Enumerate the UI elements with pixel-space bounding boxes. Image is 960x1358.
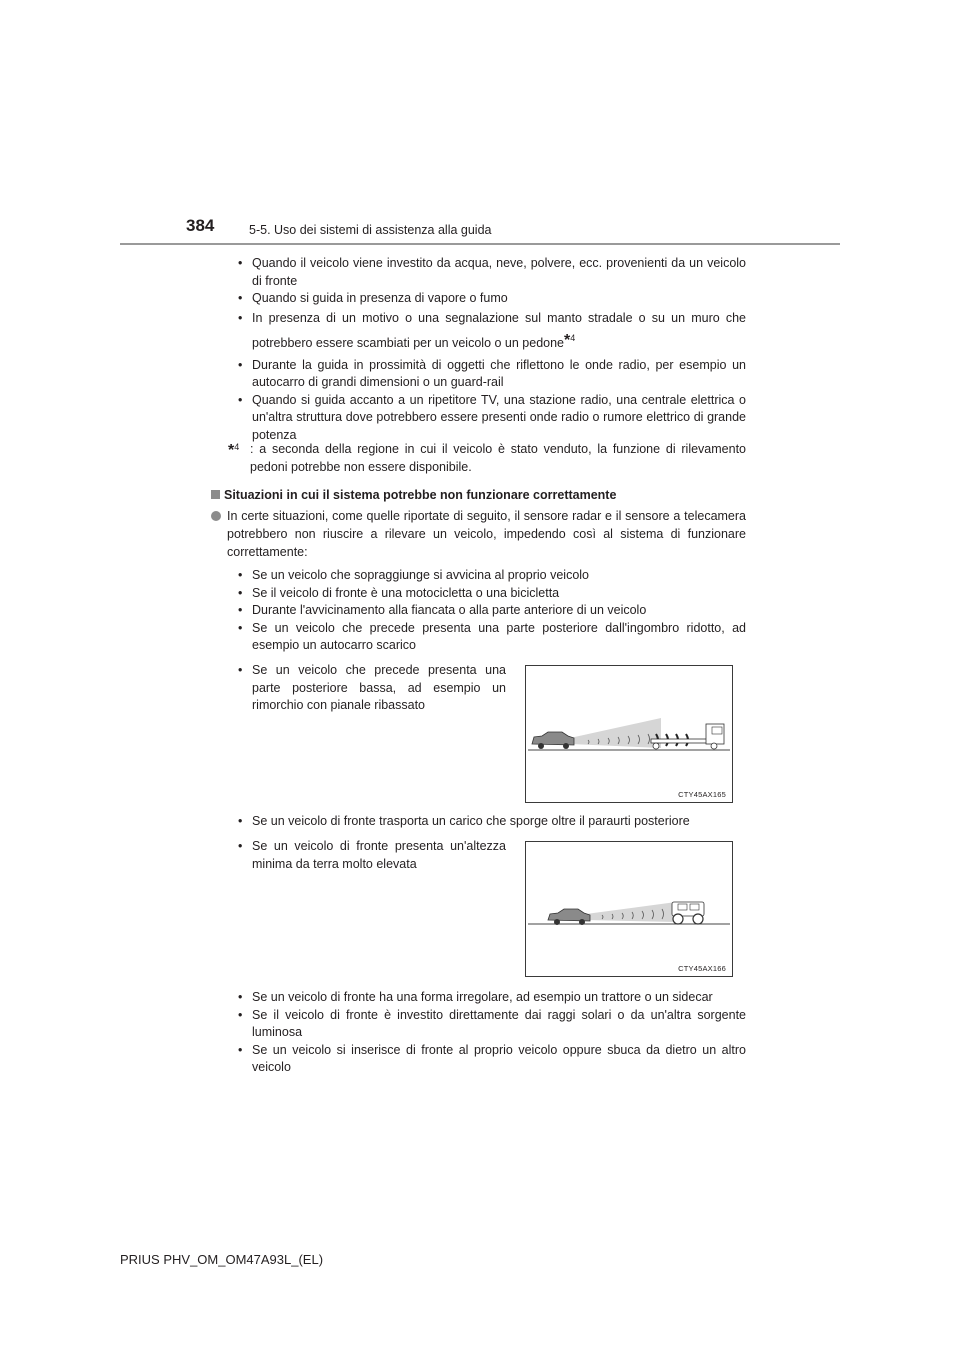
list-item: • Se il veicolo di fronte è una motocicletta o una bicicletta (238, 585, 746, 603)
circle-bullet-icon (211, 511, 221, 521)
final-bullet-list (238, 989, 746, 1077)
list-item: • Durante l'avvicinamento alla fiancata o alla parte anteriore di un veicolo (238, 602, 746, 620)
list-item: • Se un veicolo si inserisce di fronte al proprio veicolo oppure sbuca da dietro un altro veicolo (238, 1042, 746, 1077)
list-item: • Se un veicolo che sopraggiunge si avvicina al proprio veicolo (238, 567, 746, 585)
top-bullet-list (238, 255, 746, 444)
illustration-high-clearance (526, 842, 732, 976)
document-code: PRIUS PHV_OM_OM47A93L_(EL) (120, 1252, 324, 1267)
bullet-list-conditions (238, 567, 746, 655)
footnote (228, 441, 746, 476)
square-bullet-icon (211, 490, 220, 499)
header-divider (120, 243, 840, 245)
list-item: • Se un veicolo di fronte presenta un'altezza minima da terra molto elevata (238, 838, 506, 873)
list-item: • In presenza di un motivo o una segnalazione sul manto stradale o su un muro che potrebbero essere scambiati per un veicolo o un pedone*$^4$ (238, 308, 746, 353)
figure1-bullet (238, 662, 506, 715)
list-item: • Quando si guida in presenza di vapore o fumo (238, 290, 746, 308)
section-heading: Situazioni in cui il sistema potrebbe non funzionare correttamente (211, 488, 616, 502)
figure2-bullet (238, 838, 506, 873)
section-title: 5-5. Uso dei sistemi di assistenza alla guida (249, 223, 492, 237)
footnote-star: * (228, 442, 235, 459)
middle-bullet (238, 813, 746, 831)
footnote-ref-number: 4 (570, 332, 576, 343)
list-item: • Se un veicolo di fronte ha una forma irregolare, ad esempio un trattore o un sidecar (238, 989, 746, 1007)
figure-high-clearance (525, 841, 733, 977)
list-item: • Quando si guida accanto a un ripetitore TV, una stazione radio, una centrale elettrica o un'altra struttura dove potrebbero essere presenti onde radio o rumore elettrico di grande potenza (238, 392, 746, 445)
list-item: • Se un veicolo che precede presenta una parte posteriore bassa, ad esempio un rimorchio con pianale ribassato (238, 662, 506, 715)
list-item: • Se un veicolo di fronte trasporta un carico che sporge oltre il paraurti posteriore (238, 813, 746, 831)
figure-code: CTY45AX166 (678, 964, 726, 973)
figure-low-trailer (525, 665, 733, 803)
footnote-number: 4 (234, 442, 240, 452)
list-item: • Se un veicolo che precede presenta una parte posteriore dall'ingombro ridotto, ad esempio un autocarro scarico (238, 620, 746, 655)
list-item: • Se il veicolo di fronte è investito direttamente dai raggi solari o da un'altra sorgente luminosa (238, 1007, 746, 1042)
page-number: 384 (186, 216, 215, 235)
footnote-text: : a seconda della regione in cui il veicolo è stato venduto, la funzione di rilevamento pedoni potrebbe non essere disponibile. (250, 442, 746, 474)
list-item: • Quando il veicolo viene investito da acqua, neve, polvere, ecc. provenienti da un veicolo di fronte (238, 255, 746, 290)
list-item: • Durante la guida in prossimità di oggetti che riflettono le onde radio, per esempio un autocarro di grandi dimensioni o un guard-rail (238, 357, 746, 392)
figure-code: CTY45AX165 (678, 790, 726, 799)
intro-paragraph: In certe situazioni, come quelle riportate di seguito, il sensore radar e il sensore a telecamera potrebbero non riuscire a rilevare un veicolo, impedendo così al sistema di funzionare correttamente: (211, 507, 746, 561)
footnote-marker: * (564, 331, 571, 349)
illustration-low-trailer (526, 666, 732, 802)
